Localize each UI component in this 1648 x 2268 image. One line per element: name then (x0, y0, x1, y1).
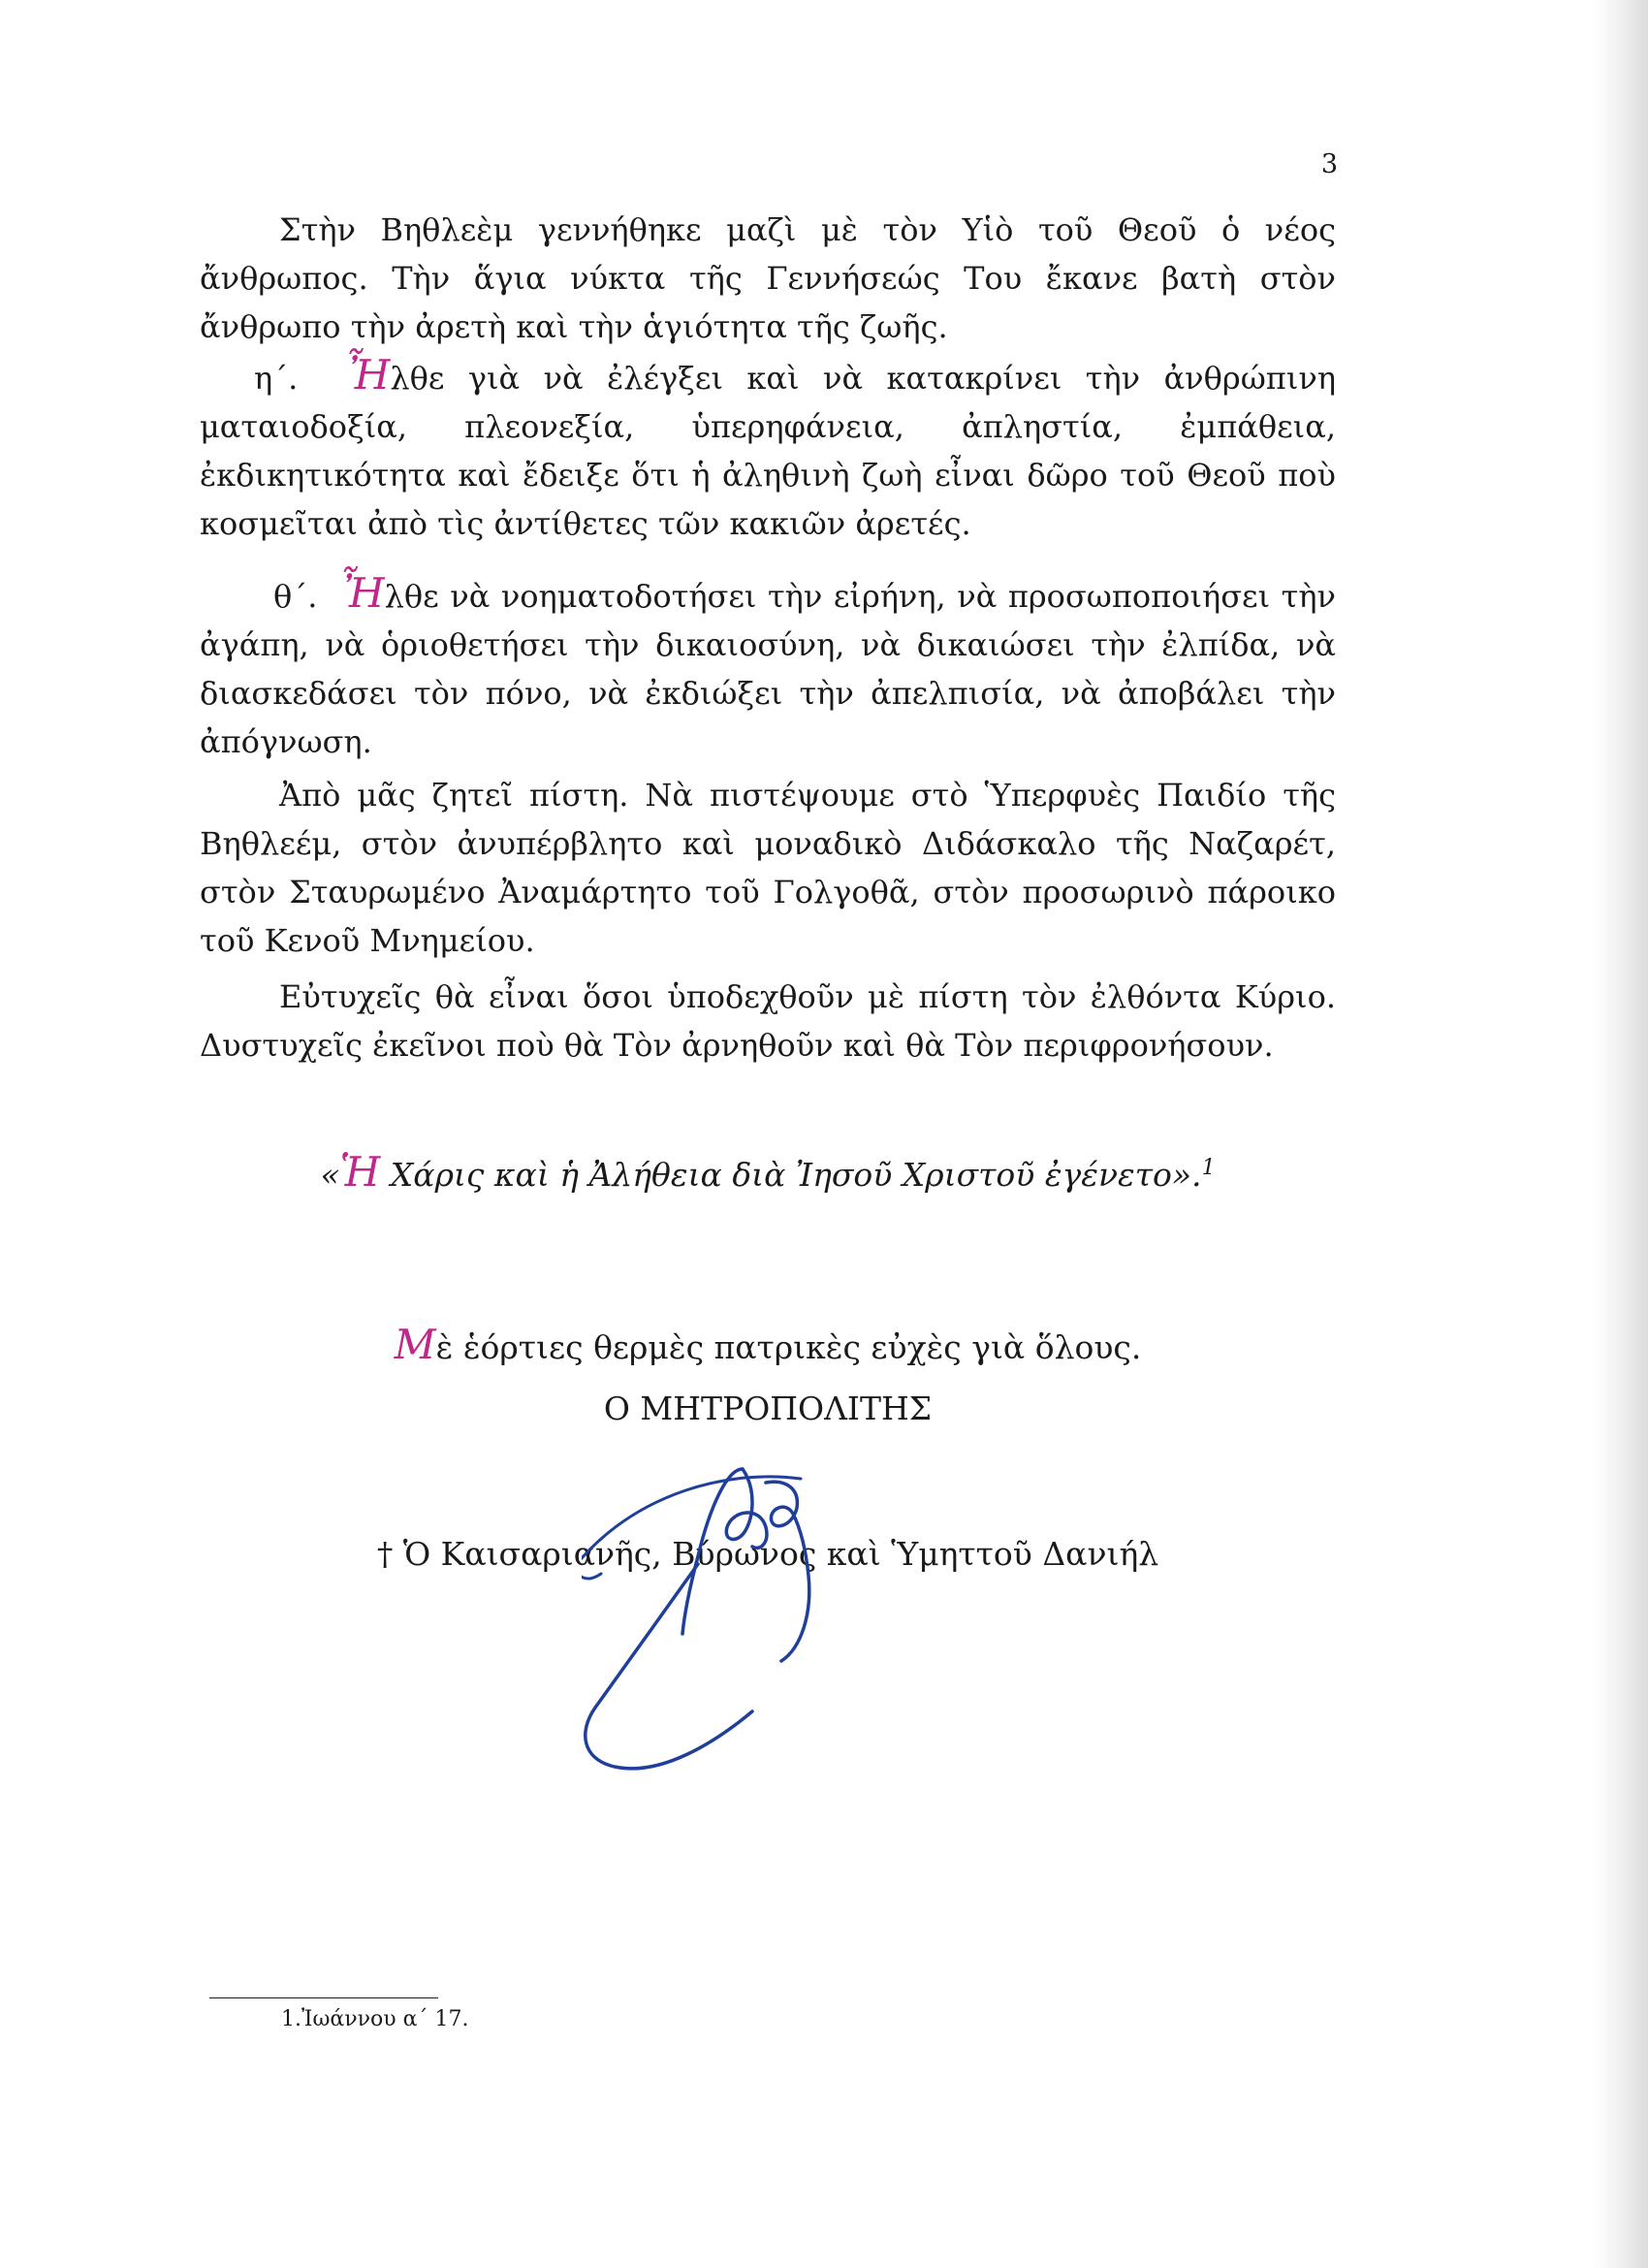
paragraph-eta-initial: Ἦ (345, 351, 391, 399)
footnote-marker: 1 (1201, 1156, 1216, 1180)
signatory-name: † Ὁ Καισαριανῆς, Βύρωνος καὶ Ὑμηττοῦ Δανιήλ (376, 1535, 1159, 1573)
paragraph-eta (200, 351, 1336, 548)
paragraph-1 (200, 206, 1336, 351)
handwritten-signature (582, 1450, 892, 1794)
quote-text: Χάρις καὶ ἡ Ἀλήθεια διὰ Ἰησοῦ Χριστοῦ ἐγένετο». (380, 1156, 1202, 1194)
page-number: 3 (1320, 149, 1338, 179)
quote-open-mark: « (320, 1156, 340, 1194)
greeting-initial: Μ (394, 1321, 436, 1368)
footnote-divider (209, 1997, 438, 1998)
paragraph-faith (200, 771, 1336, 965)
quote-initial: Ἡ (339, 1148, 381, 1196)
closing-greeting (200, 1321, 1336, 1372)
greeting-text: ὲ ἑόρτιες θερμὲς πατρικὲς εὐχὲς γιὰ ὅλους. (435, 1328, 1142, 1366)
page-edge-shadow (1594, 0, 1648, 2268)
paragraph-theta (200, 569, 1336, 766)
paragraph-faith-text: Ἀπὸ μᾶς ζητεῖ πίστη. Νὰ πιστέψουμε στὸ Ὑπερφυὲς Παιδίο τῆς Βηθλεέμ, στὸν ἀνυπέρβλητο καὶ μοναδικὸ Διδάσκαλο τῆς Ναζαρέτ, στὸν Σταυρωμένο Ἀναμάρτητο τοῦ Γολγοθᾶ, στὸν προσωρινὸ πάροικο τοῦ Κενοῦ Μνημείου. (200, 777, 1336, 959)
paragraph-theta-number: θ΄. (273, 578, 318, 615)
paragraph-theta-text: λθε νὰ νοηματοδοτήσει τὴν εἰρήνη, νὰ προσωποποιήσει τὴν ἀγάπη, νὰ ὁριοθετήσει τὴν δικαιοσύνη, νὰ δικαιώσει τὴν ἐλπίδα, νὰ διασκεδάσει τὸν πόνο, νὰ ἐκδιώξει τὴν ἀπελπισία, νὰ ἀποβάλει τὴν ἀπόγνωση. (200, 578, 1337, 760)
paragraph-eta-number: η΄. (254, 360, 299, 397)
footnote: 1.Ἰωάννου α΄ 17. (281, 2007, 469, 2031)
metropolitan-title: Ο ΜΗΤΡΟΠΟΛΙΤΗΣ (603, 1390, 933, 1427)
paragraph-theta-initial: Ἦ (339, 569, 385, 617)
paragraph-blessed-text: Εὐτυχεῖς θὰ εἶναι ὅσοι ὑποδεχθοῦν μὲ πίστη τὸν ἐλθόντα Κύριο. Δυστυχεῖς ἐκεῖνοι ποὺ θὰ Τὸν ἀρνηθοῦν καὶ θὰ Τὸν περιφρονήσουν. (200, 978, 1336, 1064)
paragraph-blessed (200, 973, 1336, 1070)
paragraph-eta-text: λθε γιὰ νὰ ἐλέγξει καὶ νὰ κατακρίνει τὴν ἀνθρώπινη ματαιοδοξία, πλεονεξία, ὑπερηφάνεια, ἀπληστία, ἐμπάθεια, ἐκδικητικότητα καὶ ἔδειξε ὅτι ἡ ἀληθινὴ ζωὴ εἶναι δῶρο τοῦ Θεοῦ ποὺ κοσμεῖται ἀπὸ τὶς ἀντίθετες τῶν κακιῶν ἀρετές. (200, 360, 1337, 542)
scripture-quote (200, 1144, 1336, 1199)
paragraph-1-text: Στὴν Βηθλεὲμ γεννήθηκε μαζὶ μὲ τὸν Υἱὸ τοῦ Θεοῦ ὁ νέος ἄνθρωπος. Τὴν ἅγια νύκτα τῆς Γεννήσεώς Του ἔκανε βατὴ στὸν ἄνθρωπο τὴν ἀρετὴ καὶ τὴν ἁγιότητα τῆς ζωῆς. (200, 211, 1336, 345)
